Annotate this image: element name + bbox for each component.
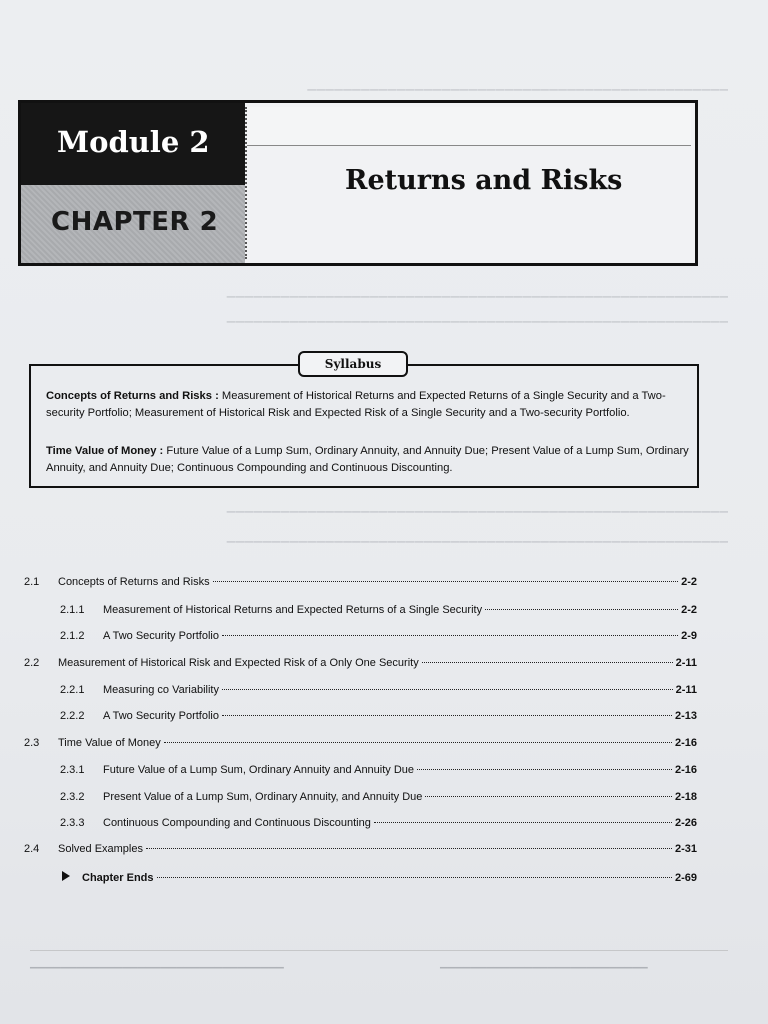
toc-dot-leader <box>422 662 673 663</box>
toc-title: A Two Security Portfolio <box>103 630 219 642</box>
toc-page-number: 2-2 <box>681 576 697 588</box>
toc-page-number: 2-16 <box>674 737 697 749</box>
toc-dot-leader <box>222 689 673 690</box>
toc-dot-leader <box>164 742 672 743</box>
toc-number: 2.1.2 <box>60 630 85 642</box>
toc-title: Time Value of Money <box>58 737 161 749</box>
toc-title: Future Value of a Lump Sum, Ordinary Annuity and Annuity Due <box>103 764 415 776</box>
toc-row <box>60 791 697 803</box>
toc-number: 2.3 <box>24 737 40 749</box>
toc-number: 2.3.3 <box>60 817 85 829</box>
toc-row <box>60 817 697 829</box>
toc-number: 2.2 <box>24 657 40 669</box>
show-through-text: ▁▁▁▁▁▁▁▁▁▁▁▁▁▁▁▁▁▁▁▁▁▁▁▁▁▁▁▁▁▁▁▁▁ <box>30 958 284 969</box>
chapter-header <box>18 100 698 266</box>
triangle-bullet-icon <box>62 871 70 881</box>
show-through-text: ▁▁▁▁▁▁▁▁▁▁▁▁▁▁▁▁▁▁▁▁▁▁▁▁▁▁▁▁▁▁▁▁▁▁▁▁▁▁▁▁▁▁▁▁▁▁▁ <box>306 79 728 91</box>
toc-number: 2.3.2 <box>60 791 85 803</box>
title-panel <box>245 107 691 259</box>
syllabus-heading: Concepts of Returns and Risks : <box>46 390 219 402</box>
show-through-text: ▁▁▁▁▁▁▁▁▁▁▁▁▁▁▁▁▁▁▁▁▁▁▁▁▁▁▁▁▁▁▁▁▁▁▁▁▁▁▁▁▁▁▁▁▁▁▁▁▁▁▁▁▁▁▁▁ <box>226 311 728 323</box>
toc-number: 2.2.2 <box>60 710 85 722</box>
title-band <box>247 107 691 146</box>
syllabus-text: Future Value of a Lump Sum, Ordinary Annuity, and Annuity Due; Present Value of a Lump Sum, Ordinary Annuity, and Annuity Due; Continuous Compounding and Continuous Discounting. <box>46 445 689 474</box>
toc-page-number: 2-31 <box>674 843 697 855</box>
toc-title: Concepts of Returns and Risks <box>58 576 210 588</box>
toc-row <box>60 764 697 776</box>
toc-page-number: 2-13 <box>674 710 697 722</box>
toc-title: Present Value of a Lump Sum, Ordinary Annuity, and Annuity Due <box>103 791 423 803</box>
syllabus-section <box>46 443 692 477</box>
toc-row <box>24 576 697 588</box>
toc-title: Continuous Compounding and Continuous Discounting <box>103 817 371 829</box>
toc-dot-leader <box>417 769 672 770</box>
toc-dot-leader <box>374 822 672 823</box>
toc-page-number: 2-11 <box>675 657 697 669</box>
toc-dot-leader <box>485 609 678 610</box>
chapter-title: Returns and Risks <box>345 165 623 196</box>
toc-title: Solved Examples <box>58 843 143 855</box>
toc-row <box>24 843 697 855</box>
show-through-text: ▁▁▁▁▁▁▁▁▁▁▁▁▁▁▁▁▁▁▁▁▁▁▁▁▁▁▁▁▁▁▁▁▁▁▁▁▁▁▁▁▁▁▁▁▁▁▁▁▁▁▁▁▁▁▁▁ <box>226 531 728 543</box>
chapter-label: CHAPTER 2 <box>51 207 219 237</box>
module-label: Module 2 <box>57 125 210 159</box>
toc-number: 2.2.1 <box>60 684 85 696</box>
chapter-panel <box>21 185 245 263</box>
module-panel <box>21 103 245 185</box>
toc-row <box>60 630 697 642</box>
toc-row <box>24 737 697 749</box>
toc-number: 2.1.1 <box>60 604 85 616</box>
toc-page-number: 2-18 <box>674 791 697 803</box>
toc-row <box>62 871 697 884</box>
show-through-text: ▁▁▁▁▁▁▁▁▁▁▁▁▁▁▁▁▁▁▁▁▁▁▁▁▁▁▁ <box>440 958 648 969</box>
syllabus-label: Syllabus <box>298 351 408 377</box>
toc-title: Measurement of Historical Risk and Expected Risk of a Only One Security <box>58 657 419 669</box>
toc-dot-leader <box>146 848 672 849</box>
toc-page-number: 2-11 <box>675 684 697 696</box>
toc-page-number: 2-69 <box>674 872 697 884</box>
toc-dot-leader <box>425 796 672 797</box>
toc-row <box>60 684 697 696</box>
toc-dot-leader <box>213 581 678 582</box>
toc-dot-leader <box>222 715 672 716</box>
toc-number: 2.3.1 <box>60 764 85 776</box>
toc-title: A Two Security Portfolio <box>103 710 219 722</box>
syllabus-section <box>46 388 692 422</box>
toc-page-number: 2-2 <box>681 604 697 616</box>
toc-dot-leader <box>157 877 672 878</box>
toc-title: Chapter Ends <box>82 872 154 884</box>
footer-divider <box>30 950 728 951</box>
toc-page-number: 2-9 <box>681 630 697 642</box>
toc-number: 2.4 <box>24 843 40 855</box>
syllabus-heading: Time Value of Money : <box>46 445 164 457</box>
toc-title: Measurement of Historical Returns and Expected Returns of a Single Security <box>103 604 483 616</box>
toc-row <box>60 710 697 722</box>
toc-row <box>60 604 697 616</box>
show-through-text: ▁▁▁▁▁▁▁▁▁▁▁▁▁▁▁▁▁▁▁▁▁▁▁▁▁▁▁▁▁▁▁▁▁▁▁▁▁▁▁▁▁▁▁▁▁▁▁▁▁▁▁▁▁▁▁▁ <box>226 501 728 513</box>
toc-dot-leader <box>222 635 678 636</box>
toc-number: 2.1 <box>24 576 40 588</box>
syllabus-text: Measurement of Historical Returns and Expected Returns of a Single Security and a Two-security Portfolio; Measurement of Historical Risk and Expected Risk of a Single Security and a Two-security Portfolio. <box>46 390 666 419</box>
toc-page-number: 2-26 <box>674 817 697 829</box>
toc-row <box>24 657 697 669</box>
toc-page-number: 2-16 <box>674 764 697 776</box>
show-through-text: ▁▁▁▁▁▁▁▁▁▁▁▁▁▁▁▁▁▁▁▁▁▁▁▁▁▁▁▁▁▁▁▁▁▁▁▁▁▁▁▁▁▁▁▁▁▁▁▁▁▁▁▁▁▁▁▁ <box>226 286 728 298</box>
toc-title: Measuring co Variability <box>103 684 219 696</box>
